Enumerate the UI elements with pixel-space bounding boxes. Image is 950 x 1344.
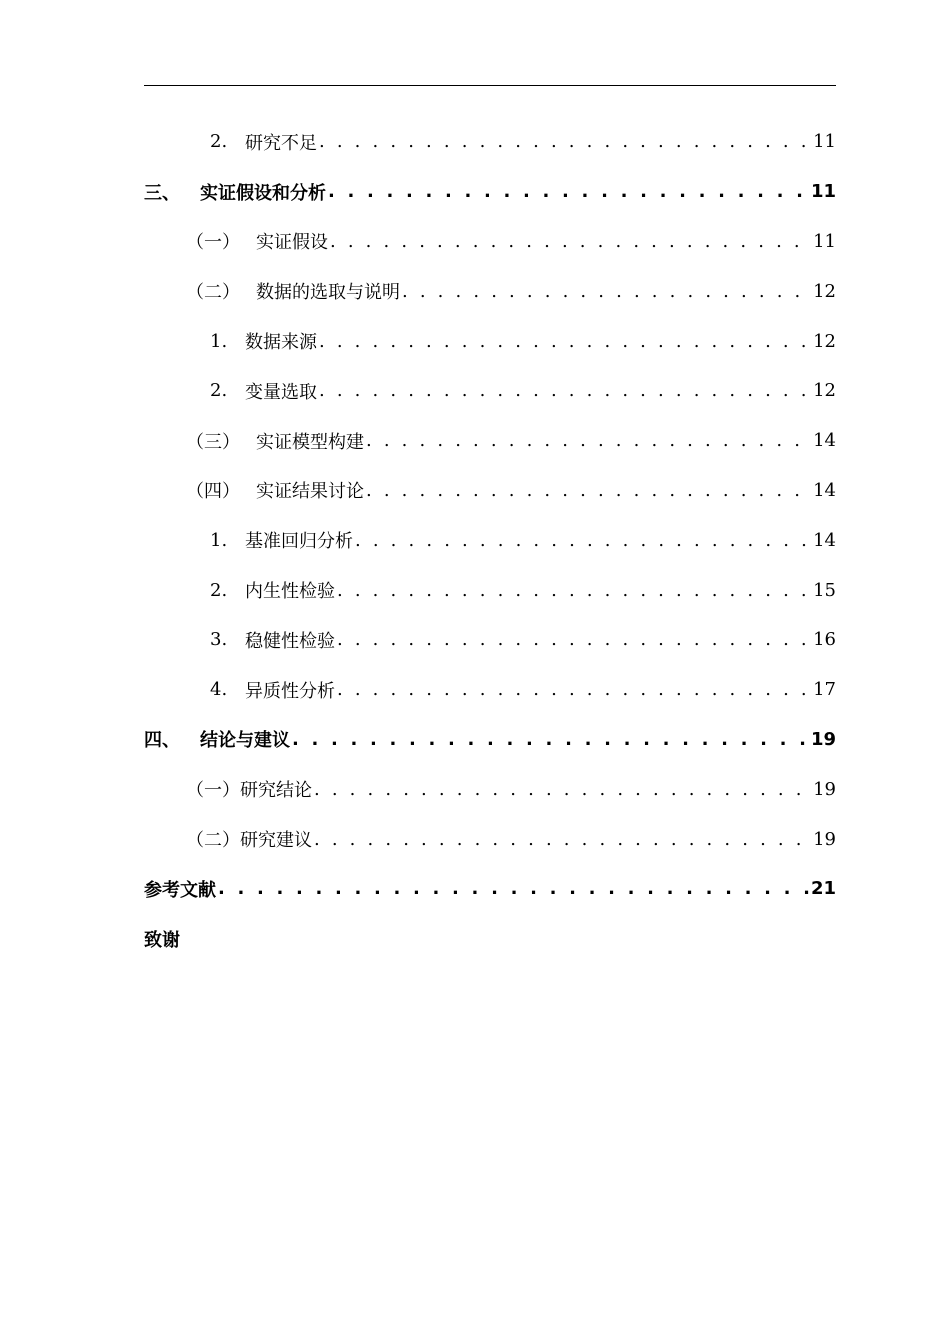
toc-dot-leader bbox=[337, 629, 811, 650]
toc-entry[interactable] bbox=[144, 665, 836, 715]
toc-entry-number: （三） bbox=[186, 431, 240, 453]
toc-entry-number: 1. bbox=[210, 330, 228, 352]
toc-dot-leader bbox=[319, 380, 811, 401]
toc-entry-page: 17 bbox=[813, 679, 836, 701]
toc-dot-leader bbox=[366, 430, 811, 451]
toc-dot-leader bbox=[314, 779, 811, 800]
toc-entry-title: 异质性分析 bbox=[245, 680, 335, 702]
toc-entry-title: 数据来源 bbox=[245, 332, 317, 354]
toc-entry-title: 实证假设和分析 bbox=[200, 182, 326, 204]
toc-entry-page: 19 bbox=[810, 728, 836, 750]
toc-entry[interactable] bbox=[144, 167, 836, 217]
toc-entry-page: 16 bbox=[813, 629, 836, 651]
toc-entry-number: 四、 bbox=[144, 730, 180, 752]
toc-entry[interactable] bbox=[144, 715, 836, 765]
toc-dot-leader bbox=[402, 281, 811, 302]
toc-entry[interactable] bbox=[144, 366, 836, 416]
toc-dot-leader bbox=[314, 829, 811, 850]
toc-entry-number: 2. bbox=[210, 380, 228, 402]
toc-entry[interactable] bbox=[144, 615, 836, 665]
toc-entry[interactable] bbox=[144, 117, 836, 167]
toc-entry-page: 11 bbox=[810, 181, 836, 203]
header-rule bbox=[144, 85, 836, 86]
toc-entry-title: 内生性检验 bbox=[245, 581, 335, 603]
toc-entry[interactable] bbox=[144, 416, 836, 466]
toc-entry-page: 14 bbox=[813, 529, 836, 551]
toc-entry-page: 11 bbox=[813, 230, 836, 252]
toc-entry-number: 1. bbox=[210, 529, 228, 551]
toc-entry-number: （四） bbox=[186, 481, 240, 503]
toc-dot-leader bbox=[366, 480, 811, 501]
toc-entry-title: 稳健性检验 bbox=[245, 630, 335, 652]
toc-entry-title: 研究不足 bbox=[245, 132, 317, 154]
toc-entry[interactable] bbox=[144, 814, 836, 864]
toc-dot-leader bbox=[328, 181, 809, 202]
toc-entry-page: 15 bbox=[813, 579, 836, 601]
toc-entry-page: 11 bbox=[813, 131, 836, 153]
toc-dot-leader bbox=[218, 878, 809, 899]
toc-entry[interactable] bbox=[144, 217, 836, 267]
toc-entry-number: 2. bbox=[210, 131, 228, 153]
toc-dot-leader bbox=[319, 131, 811, 152]
toc-entry-title: 致谢 bbox=[144, 929, 180, 951]
toc-dot-leader bbox=[319, 331, 811, 352]
toc-dot-leader bbox=[292, 729, 809, 750]
toc-entry-title: 基准回归分析 bbox=[245, 531, 353, 553]
toc-entry-title: 研究结论 bbox=[240, 780, 312, 802]
toc-entry[interactable] bbox=[144, 565, 836, 615]
toc-entry[interactable] bbox=[144, 764, 836, 814]
toc-entry-number: 三、 bbox=[144, 182, 180, 204]
toc-entry-page: 12 bbox=[813, 330, 836, 352]
toc-entry[interactable] bbox=[144, 466, 836, 516]
toc-entry-number: （二） bbox=[186, 830, 240, 852]
toc-entry-number: （一） bbox=[186, 232, 240, 254]
toc-entry-title: 实证结果讨论 bbox=[256, 481, 364, 503]
toc-entry-title: 变量选取 bbox=[245, 381, 317, 403]
toc-entry-page: 14 bbox=[813, 430, 836, 452]
toc-entry[interactable] bbox=[144, 515, 836, 565]
toc-entry-number: （二） bbox=[186, 282, 240, 304]
toc-entry[interactable] bbox=[144, 266, 836, 316]
toc-entry-title: 结论与建议 bbox=[200, 730, 290, 752]
toc-entry-page: 19 bbox=[813, 778, 836, 800]
toc-entry[interactable] bbox=[144, 316, 836, 366]
toc-entry-number: 2. bbox=[210, 579, 228, 601]
toc-entry-page: 21 bbox=[810, 878, 836, 900]
toc-entry-title: 参考文献 bbox=[144, 879, 216, 901]
toc-entry-number: 3. bbox=[210, 629, 228, 651]
toc-entry-page: 12 bbox=[813, 280, 836, 302]
toc-entry-number: （一） bbox=[186, 780, 240, 802]
toc-dot-leader bbox=[330, 231, 811, 252]
toc-dot-leader bbox=[337, 580, 811, 601]
toc-dot-leader bbox=[337, 679, 811, 700]
table-of-contents bbox=[144, 117, 836, 964]
toc-entry-title: 实证假设 bbox=[256, 232, 328, 254]
toc-entry-number: 4. bbox=[210, 679, 228, 701]
toc-entry-page: 19 bbox=[813, 828, 836, 850]
toc-entry-title: 实证模型构建 bbox=[256, 431, 364, 453]
toc-entry[interactable] bbox=[144, 914, 836, 964]
toc-entry[interactable] bbox=[144, 864, 836, 914]
toc-dot-leader bbox=[355, 530, 811, 551]
toc-entry-page: 12 bbox=[813, 380, 836, 402]
toc-entry-page: 14 bbox=[813, 479, 836, 501]
toc-entry-title: 研究建议 bbox=[240, 830, 312, 852]
toc-entry-title: 数据的选取与说明 bbox=[256, 282, 400, 304]
